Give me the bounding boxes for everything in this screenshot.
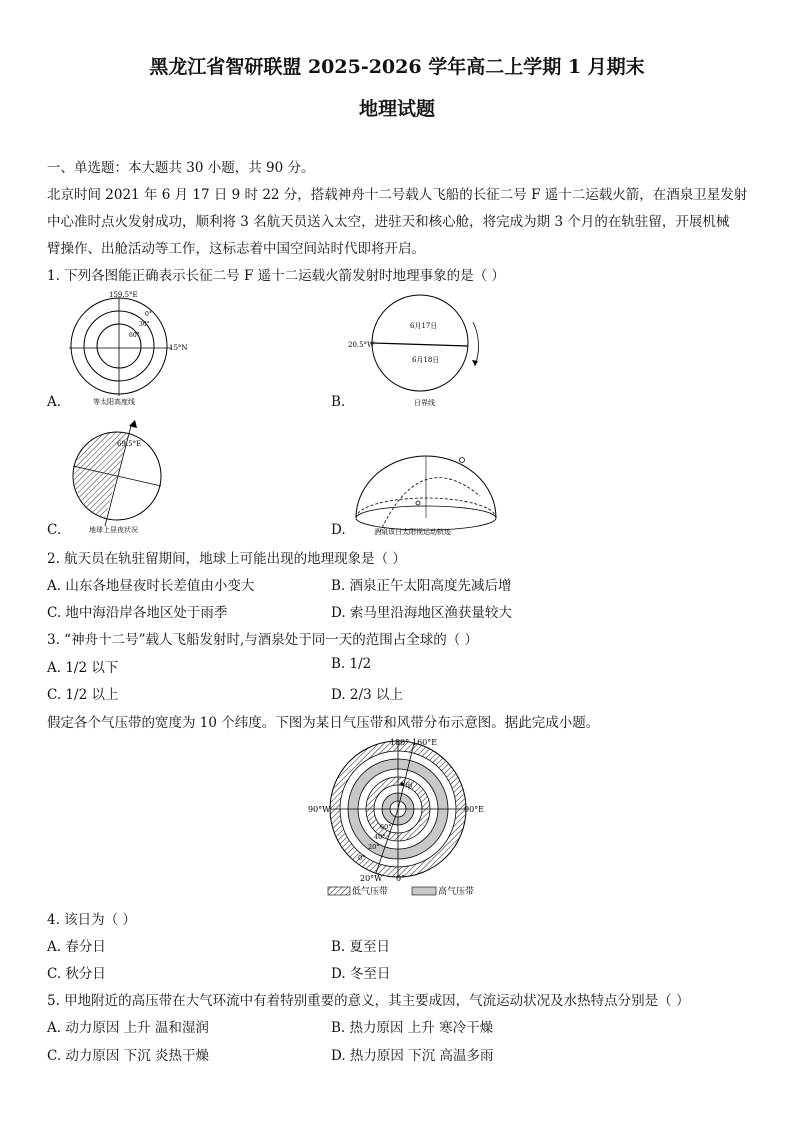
q2-option-c: C. 地中海沿岸各地区处于雨季 [47,605,228,621]
q4-stem: 4. 该日为（ ） [47,912,136,928]
legend-high-swatch [412,887,436,895]
fig-b-caption: 日界线 [414,399,435,407]
fig-a-caption: 等太阳高度线 [93,398,135,406]
q2-option-d: D. 索马里沿海地区渔获量较大 [331,605,512,621]
fig2-label-0-lat: 0° [358,854,366,862]
fig-c-label-lon: 69.5°E [117,440,142,448]
q1-option-a-letter: A. [47,394,62,410]
q1-figure-b [330,288,500,410]
q4-option-d: D. 冬至日 [331,966,391,982]
passage1-line3: 臂操作、出舱活动等工作，这标志着中国空间站时代即将开启。 [47,241,425,257]
q1-option-c-letter: C. [47,522,62,538]
fig-a-label-meridian: 159.5°E [109,291,138,299]
fig-c-caption: 地球上昼夜状况 [89,526,138,534]
document-title: 黑龙江省智研联盟 2025-2026 学年高二上学期 1 月期末 [149,56,645,78]
passage1-line2: 中心准时点火发射成功，顺利将 3 名航天员送入太空，进驻天和核心舱，将完成为期 3 个月的在轨驻留，开展机械 [47,214,730,230]
fig2-label-90w: 90°W [308,805,331,814]
q4-option-b: B. 夏至日 [331,939,391,955]
fig-d-caption: 酒泉该日太阳视运动轨迹 [374,528,451,536]
pressure-belt-figure [298,733,498,903]
q1-figure-a [47,286,207,410]
legend-low-label: 低气压带 [352,887,389,897]
q5-option-d: D. 热力原因 下沉 高温多雨 [331,1048,494,1064]
fig2-label-60: 60° [380,823,392,831]
fig2-label-180: 180° [390,738,410,747]
q2-option-b: B. 酒泉正午太阳高度先减后增 [331,578,512,594]
fig2-label-0-lon: 0° [396,874,406,883]
q4-option-c: C. 秋分日 [47,966,106,982]
fig-b-label-jun17: 6月17日 [410,322,438,330]
q1-figure-d [350,436,500,538]
fig2-label-90e: 90°E [464,805,485,814]
fig2-label-20w: 20°W [360,874,383,883]
fig-a-label-60: 60° [129,332,140,339]
fig2-label-160e: 160°E [412,738,438,747]
q4-option-a: A. 春分日 [47,939,106,955]
fig-b-label-lon: 20.5°W [348,341,375,349]
legend-low-swatch [328,887,350,895]
q3-option-c: C. 1/2 以上 [47,687,119,703]
passage1-line1: 北京时间 2021 年 6 月 17 日 9 时 22 分，搭载神舟十二号载人飞船的长征二号 F 遥十二运载火箭，在酒泉卫星发射 [47,187,748,203]
q3-option-d: D. 2/3 以上 [331,687,403,703]
fig2-label-20: 20° [368,843,380,851]
q1-option-b-letter: B. [331,394,346,410]
fig2-label-40: 40° [374,833,386,841]
q1-stem: 1. 下列各图能正确表示长征二号 F 遥十二运载火箭发射时地理事象的是（ ） [47,268,505,284]
q1-option-d-letter: D. [331,522,346,538]
q2-stem: 2. 航天员在轨驻留期间，地球上可能出现的地理现象是（ ） [47,551,406,567]
fig-b-label-jun18: 6月18日 [412,356,440,364]
fig2-label-jia: 甲 [405,782,413,791]
q3-option-a: A. 1/2 以下 [47,660,119,676]
legend-high-label: 高气压带 [438,887,475,897]
q5-stem: 5. 甲地附近的高压带在大气环流中有着特别重要的意义，其主要成因，气流运动状况及水热特点分别是（ ） [47,993,690,1009]
document-subtitle: 地理试题 [358,98,435,120]
q3-stem: 3. “神舟十二号”载人飞船发射时,与酒泉处于同一天的范围占全球的（ ） [47,632,479,648]
q2-option-a: A. 山东各地昼夜时长差值由小变大 [47,578,255,594]
q1-figure-c [47,416,207,538]
section-heading: 一、单选题：本大题共 30 小题，共 90 分。 [47,160,315,176]
q5-option-c: C. 动力原因 下沉 炎热干燥 [47,1048,210,1064]
fig-a-label-15n: 15°N [169,344,188,352]
q5-option-a: A. 动力原因 上升 温和湿润 [47,1020,209,1036]
fig-a-label-0: 0° [145,311,152,318]
q3-option-b: B. 1/2 [331,656,372,672]
q5-option-b: B. 热力原因 上升 寒冷干燥 [331,1020,494,1036]
passage2: 假定各个气压带的宽度为 10 个纬度。下图为某日气压带和风带分布示意图。据此完成小题。 [47,715,600,731]
fig-a-label-30: 30° [139,321,150,328]
